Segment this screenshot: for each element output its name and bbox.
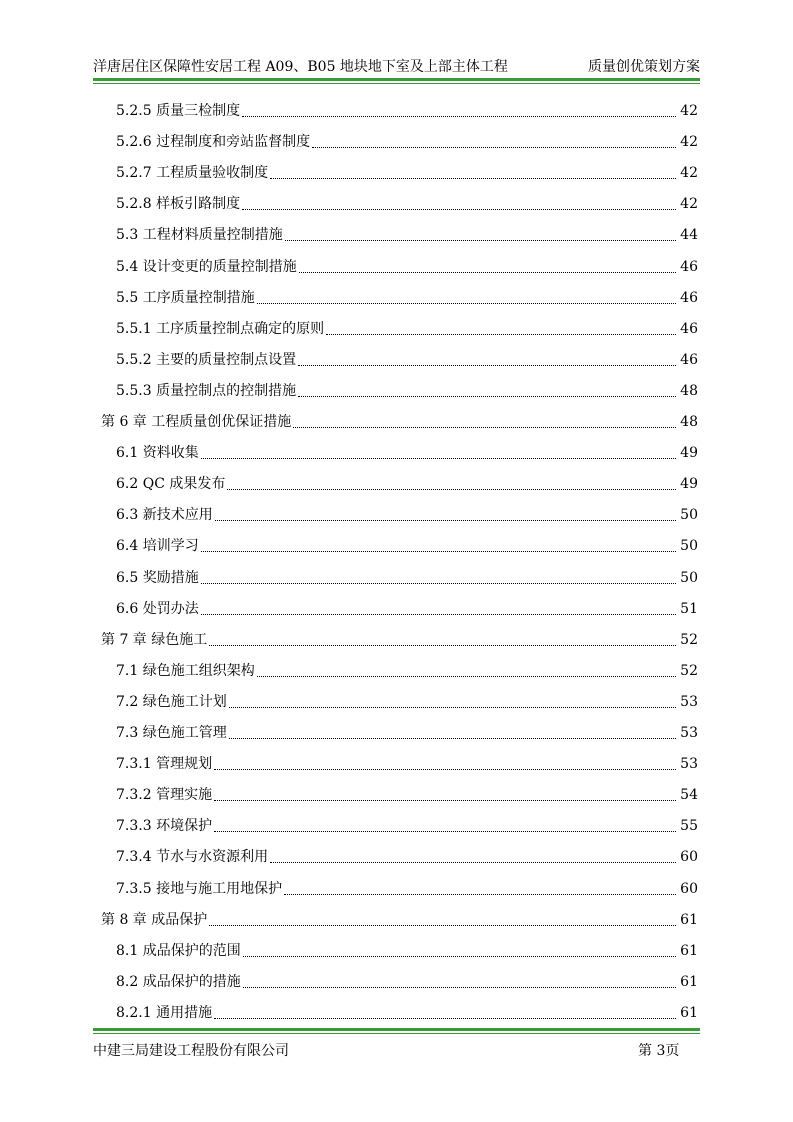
toc-entry-page: 54: [680, 787, 698, 804]
toc-entry[interactable]: [116, 255, 698, 279]
toc-entry[interactable]: [116, 534, 698, 558]
toc-entry-title: 6.2 QC 成果发布: [116, 476, 226, 493]
footer-page-number: 第 3页: [638, 1043, 680, 1059]
toc-entry[interactable]: [116, 877, 698, 901]
toc-dot-leader: [201, 582, 676, 584]
toc-dot-leader: [298, 364, 676, 366]
toc-entry[interactable]: [116, 1001, 698, 1025]
toc-entry-page: 61: [680, 911, 698, 928]
toc-dot-leader: [201, 550, 676, 552]
toc-entry[interactable]: [116, 721, 698, 745]
toc-dot-leader: [298, 395, 676, 397]
toc-entry-title: 6.6 处罚办法: [116, 600, 199, 617]
toc-entry[interactable]: [116, 752, 698, 776]
toc-entry-title: 8.2 成品保护的措施: [116, 973, 241, 990]
header-doc-type: 质量创优策划方案: [588, 59, 700, 75]
toc-entry[interactable]: [116, 348, 698, 372]
toc-entry-page: 50: [680, 569, 698, 586]
toc-entry[interactable]: [116, 970, 698, 994]
toc-entry-page: 46: [680, 258, 698, 275]
toc-entry-title: 7.2 绿色施工计划: [116, 693, 227, 710]
toc-entry[interactable]: [116, 845, 698, 869]
toc-entry-title: 6.1 资料收集: [116, 445, 199, 462]
toc-dot-leader: [312, 146, 676, 148]
toc-entry-page: 53: [680, 693, 698, 710]
toc-dot-leader: [209, 644, 676, 646]
toc-entry[interactable]: [116, 192, 698, 216]
toc-entry[interactable]: [116, 690, 698, 714]
toc-entry[interactable]: [116, 566, 698, 590]
toc-entry-title: 8.1 成品保护的范围: [116, 942, 241, 959]
toc-dot-leader: [299, 271, 676, 273]
toc-entry-page: 42: [680, 196, 698, 213]
toc-entry[interactable]: [116, 939, 698, 963]
toc-entry-title: 8.2.1 通用措施: [116, 1004, 213, 1021]
toc-entry-title: 7.3.3 环境保护: [116, 818, 213, 835]
toc-entry-title: 6.4 培训学习: [116, 538, 199, 555]
toc-entry-page: 42: [680, 103, 698, 119]
toc-dot-leader: [285, 239, 676, 241]
toc-dot-leader: [284, 893, 676, 895]
toc-entry-title: 6.3 新技术应用: [116, 507, 213, 524]
toc-entry[interactable]: [116, 223, 698, 247]
toc-dot-leader: [257, 675, 676, 677]
toc-entry-page: 50: [680, 538, 698, 555]
toc-dot-leader: [201, 457, 676, 459]
toc-dot-leader: [326, 333, 676, 335]
toc-entry-title: 7.3.1 管理规划: [116, 756, 213, 773]
toc-entry-title: 5.4 设计变更的质量控制措施: [116, 258, 297, 275]
toc-entry[interactable]: [116, 441, 698, 465]
toc-dot-leader: [242, 115, 676, 117]
toc-dot-leader: [201, 613, 676, 615]
toc-entry-page: 46: [680, 289, 698, 306]
toc-entry-page: 61: [680, 973, 698, 990]
toc-entry-title: 5.5 工序质量控制措施: [116, 289, 255, 306]
toc-dot-leader: [214, 799, 676, 801]
toc-dot-leader: [229, 737, 676, 739]
header-title: 洋唐居住区保障性安居工程 A09、B05 地块地下室及上部主体工程: [93, 59, 508, 75]
toc-entry[interactable]: [116, 472, 698, 496]
toc-entry[interactable]: [116, 161, 698, 185]
toc-entry-title: 7.3.4 节水与水资源利用: [116, 849, 269, 866]
toc-entry-page: 49: [680, 445, 698, 462]
toc-entry[interactable]: [116, 503, 698, 527]
toc-dot-leader: [270, 177, 676, 179]
toc-entry-title: 7.1 绿色施工组织架构: [116, 662, 255, 679]
toc-dot-leader: [214, 768, 676, 770]
toc-entry-title: 7.3 绿色施工管理: [116, 725, 227, 741]
toc-entry[interactable]: [116, 379, 698, 403]
toc-entry-page: 52: [680, 631, 698, 648]
footer-rule-thin: [93, 1033, 700, 1034]
toc-entry-title: 5.5.1 工序质量控制点确定的原则: [116, 320, 325, 337]
toc-entry-page: 51: [680, 600, 698, 617]
toc-entry[interactable]: [116, 659, 698, 683]
toc-dot-leader: [214, 1017, 676, 1019]
toc-entry-page: 52: [680, 662, 698, 679]
toc-dot-leader: [243, 986, 676, 988]
toc-entry-page: 61: [680, 1004, 698, 1021]
toc-entry[interactable]: [116, 783, 698, 807]
toc-entry-page: 61: [680, 942, 698, 959]
toc-entry-page: 42: [680, 165, 698, 182]
toc-entry[interactable]: [116, 286, 698, 310]
toc-dot-leader: [214, 830, 676, 832]
toc-dot-leader: [257, 302, 676, 304]
toc-entry[interactable]: [101, 628, 698, 652]
toc-entry-title: 7.3.5 接地与施工用地保护: [116, 880, 283, 897]
toc-entry-title: 第 6 章 工程质量创优保证措施: [101, 414, 292, 430]
toc-entry-title: 5.5.2 主要的质量控制点设置: [116, 351, 297, 368]
toc-entry-page: 46: [680, 320, 698, 337]
toc-entry-page: 60: [680, 880, 698, 897]
toc-entry-page: 44: [680, 227, 698, 244]
toc-entry[interactable]: [101, 908, 698, 932]
toc-entry-page: 53: [680, 756, 698, 773]
toc-entry[interactable]: [116, 597, 698, 621]
toc-entry-page: 50: [680, 507, 698, 524]
toc-entry-page: 48: [680, 382, 698, 399]
toc-dot-leader: [215, 519, 676, 521]
toc-entry[interactable]: [116, 130, 698, 154]
toc-entry-page: 53: [680, 725, 698, 741]
toc-entry-page: 42: [680, 134, 698, 151]
toc-dot-leader: [229, 706, 676, 708]
toc-entry-title: 第 7 章 绿色施工: [101, 631, 208, 648]
toc-entry-title: 6.5 奖励措施: [116, 569, 199, 586]
toc-entry-title: 5.3 工程材料质量控制措施: [116, 227, 283, 244]
toc-dot-leader: [293, 426, 676, 428]
toc-entry[interactable]: [116, 99, 698, 123]
toc-entry-title: 第 8 章 成品保护: [101, 911, 208, 928]
toc-entry-page: 46: [680, 351, 698, 368]
toc-entry[interactable]: [116, 317, 698, 341]
toc-entry-title: 5.2.7 工程质量验收制度: [116, 165, 269, 182]
toc-dot-leader: [270, 861, 676, 863]
footer-rule-thick: [93, 1028, 700, 1031]
toc-entry-page: 48: [680, 414, 698, 430]
toc-entry-page: 60: [680, 849, 698, 866]
toc-entry-page: 49: [680, 476, 698, 493]
toc-entry[interactable]: [116, 814, 698, 838]
toc-entry-title: 5.5.3 质量控制点的控制措施: [116, 382, 297, 399]
toc-entry[interactable]: [101, 410, 698, 434]
toc-dot-leader: [209, 924, 676, 926]
toc-dot-leader: [243, 955, 676, 957]
toc-entry-title: 5.2.6 过程制度和旁站监督制度: [116, 134, 311, 151]
toc-entry-title: 5.2.8 样板引路制度: [116, 196, 241, 213]
toc-dot-leader: [242, 208, 676, 210]
toc-dot-leader: [227, 488, 676, 490]
toc-entry-title: 5.2.5 质量三检制度: [116, 103, 241, 119]
toc-entry-page: 55: [680, 818, 698, 835]
footer-company: 中建三局建设工程股份有限公司: [93, 1043, 289, 1059]
toc-entry-title: 7.3.2 管理实施: [116, 787, 213, 804]
